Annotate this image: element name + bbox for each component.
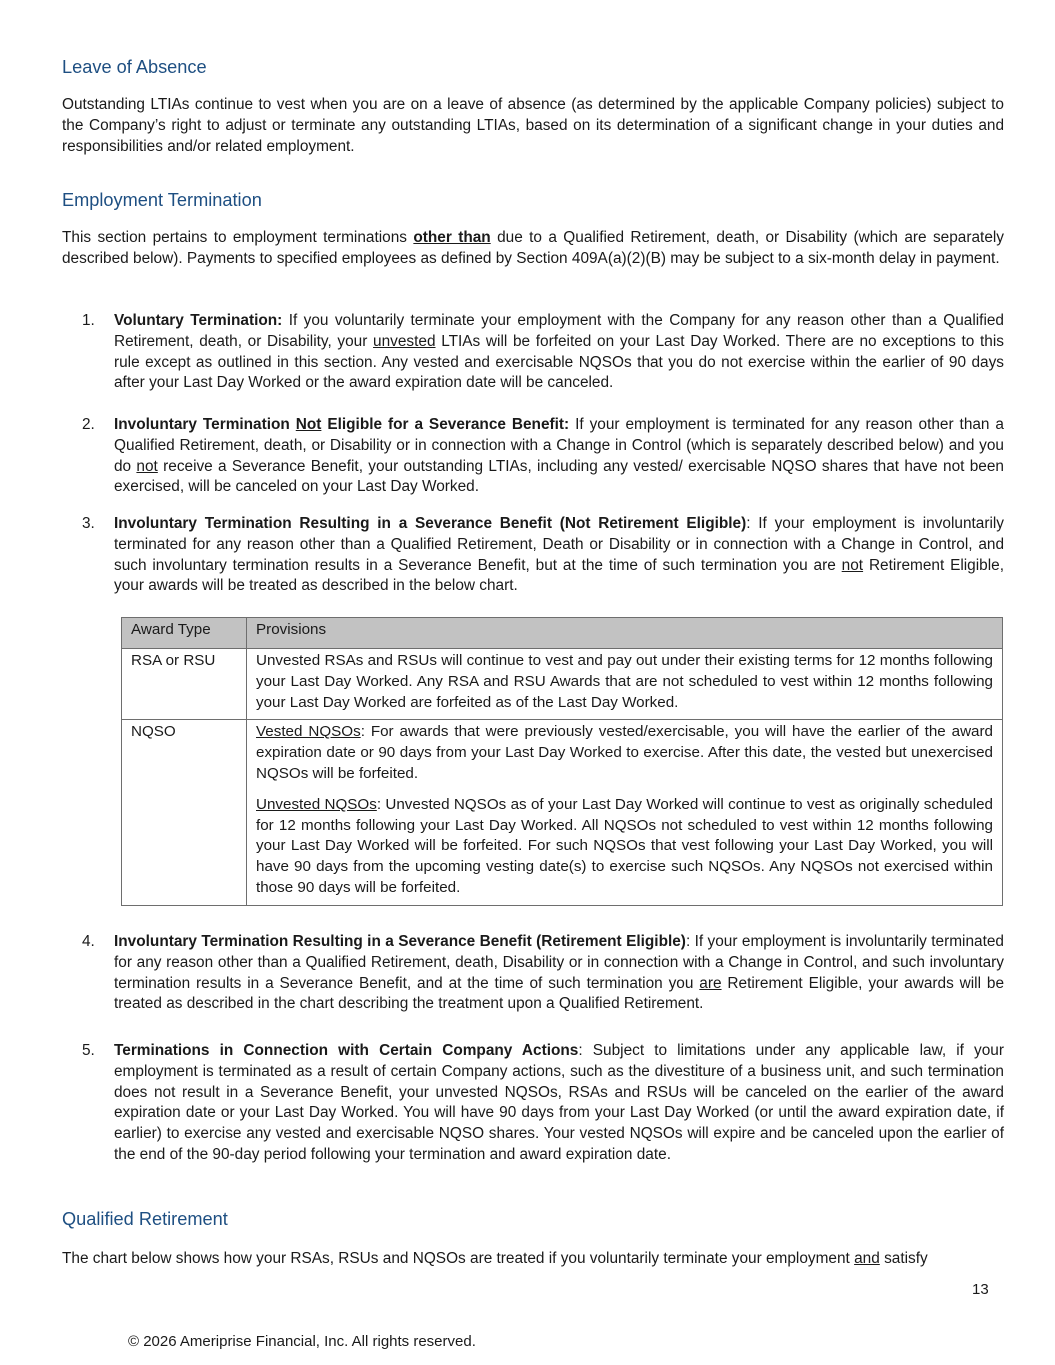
list-item-voluntary-termination: 1. Voluntary Termination: If you voluntarily terminate your employment with the Company for any reason other than a Qualified Retirement, death, or Disability, your unvested LTIAs will be forfeited on your Last Day Worked. There are no exceptions to this rule except as outlined in this section. Any vested and exercisable NQSOs that you do not exercise within the earlier of 90 days after your Last Day Worked or the award expiration date will be canceled. [82,312,1004,392]
table-header-award-type: Award Type [122,618,247,649]
section-title-employment-termination: Employment Termination [62,190,262,210]
award-provisions-table [121,617,1003,906]
page-number: 13 [972,1281,989,1298]
leave-of-absence-paragraph: Outstanding LTIAs continue to vest when you are on a leave of absence (as determined by the applicable Company policies) subject to the Company’s right to adjust or terminate any outstanding LTIAs, based on its determination of a significant change in your duties and responsibilities and/or related employment. [62,96,1004,155]
table-row [122,649,1003,720]
table-cell-award-type: RSA or RSU [122,649,247,720]
list-item-involuntary-not-eligible: 2. Involuntary Termination Not Eligible for a Severance Benefit: If your employment is terminated for any reason other than a Qualified Retirement, death, or Disability or in connection with a Change in Control (which is separately described below) and you do not receive a Severance Benefit, your outstanding LTIAs, including any vested/ exercisable NQSO shares that have not been exercised, will be canceled on your Last Day Worked. [82,416,1004,496]
employment-termination-intro: This section pertains to employment terminations other than due to a Qualified Retirement, death, or Disability (which are separately described below). Payments to specified employees as defined by Section 409A(a)(2)(B) may be subject to a six-month delay in payment. [62,229,1004,267]
table-cell-provisions: Vested NQSOs: For awards that were previously vested/exercisable, you will have the earlier of the award expiration date or 90 days from your Last Day Worked to exercise. After this date, the vested but unexercised NQSOs will be forfeited. Unvested NQSOs: Unvested NQSOs as of your Last Day Worked will continue to vest as originally scheduled for 12 months following your Last Day Worked. All NQSOs not scheduled to vest within 12 months following your Last Day Worked will be forfeited. For such NQSOs that vest following your Last Day Worked, you will have 90 days from the upcoming vesting date(s) to exercise such NQSOs. Any NQSOs not exercised within those 90 days will be forfeited. [247,720,1003,905]
section-title-qualified-retirement: Qualified Retirement [62,1209,228,1229]
list-item-company-actions: 5. Terminations in Connection with Certain Company Actions: Subject to limitations under any applicable law, if your employment is terminated as a result of certain Company actions, such as the divestiture of a business unit, and such termination does not result in a Severance Benefit, your unvested NQSOs, RSAs and RSUs will be canceled on the earlier of the award expiration date or your Last Day Worked. You will have 90 days from your Last Day Worked (or until the award expiration date, if earlier) to exercise any vested and exercisable NQSO shares. Your vested NQSOs will expire and be canceled upon the earlier of the end of the 90-day period following your termination and award expiration date. [82,1042,1004,1163]
list-item-involuntary-severance-retirement: 4. Involuntary Termination Resulting in a Severance Benefit (Retirement Eligible): If your employment is involuntarily terminated for any reason other than a Qualified Retirement, death, Disability or in connection with a Change in Control, and such involuntary termination results in a Severance Benefit, and at the time of such termination you are Retirement Eligible, your awards will be treated as described in the chart describing the treatment upon a Qualified Retirement. [82,933,1005,1013]
section-title-leave-of-absence: Leave of Absence [62,57,207,77]
table-header-row [122,618,1003,649]
table-header-provisions: Provisions [247,618,1003,649]
table-cell-provisions: Unvested RSAs and RSUs will continue to vest and pay out under their existing terms for 12 months following your Last Day Worked. Any RSA and RSU Awards that are not scheduled to vest within 12 months following your Last Day Worked are forfeited as of the Last Day Worked. [247,649,1003,720]
table-row [122,720,1003,905]
qualified-retirement-paragraph: The chart below shows how your RSAs, RSUs and NQSOs are treated if you voluntarily terminate your employment and satisfy [62,1250,928,1267]
table-cell-award-type: NQSO [122,720,247,905]
list-item-involuntary-severance-not-retirement: 3. Involuntary Termination Resulting in a Severance Benefit (Not Retirement Eligible): If your employment is involuntarily terminated for any reason other than a Qualified Retirement, Death or Disability or in connection with a Change in Control, and such involuntary termination results in a Severance Benefit, but at the time of such termination you are not Retirement Eligible, your awards will be treated as described in the below chart. [82,515,1004,595]
copyright-footer: © 2026 Ameriprise Financial, Inc. All rights reserved. [128,1333,476,1350]
